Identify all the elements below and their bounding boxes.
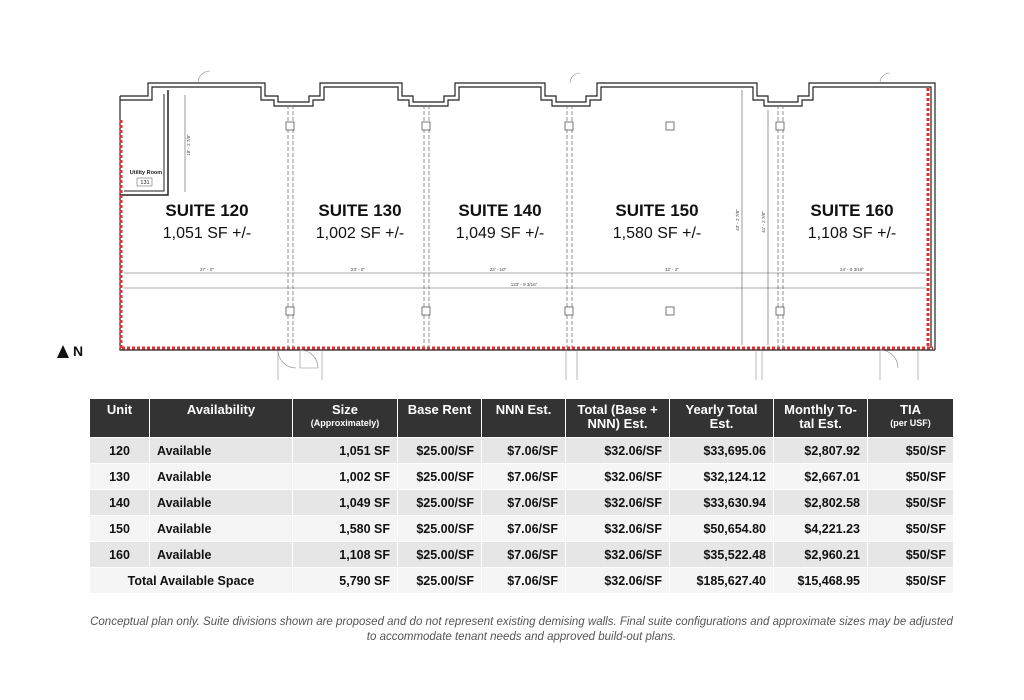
- header-nnn: NNN Est.: [482, 399, 566, 437]
- dim-suite-160: 24' - 0 3/16": [840, 267, 864, 272]
- cell-availability: Available: [150, 437, 293, 463]
- dim-depth-a: 43' - 2 7/8": [735, 209, 740, 231]
- cell-nnn: $7.06/SF: [482, 489, 566, 515]
- suite-120-title: SUITE 120: [165, 201, 249, 220]
- north-label: N: [73, 343, 84, 359]
- cell-unit: 130: [90, 463, 150, 489]
- cell-unit: 160: [90, 541, 150, 567]
- table-total-row: [90, 567, 953, 593]
- cell-total-label: Total Available Space: [90, 567, 293, 593]
- dim-depth-left: 18' - 2 7/8": [186, 134, 191, 156]
- dim-depth-b: 41' - 2 7/8": [761, 211, 766, 233]
- suite-130-title: SUITE 130: [318, 201, 402, 220]
- dim-suite-130: 23' - 0": [351, 267, 365, 272]
- cell-size: 5,790 SF: [293, 567, 398, 593]
- suite-140-title: SUITE 140: [458, 201, 542, 220]
- cell-availability: Available: [150, 463, 293, 489]
- cell-size: 1,580 SF: [293, 515, 398, 541]
- cell-base-rent: $25.00/SF: [398, 515, 482, 541]
- table-header-row: [90, 399, 953, 437]
- cell-yearly: $50,654.80: [670, 515, 774, 541]
- cell-base-rent: $25.00/SF: [398, 567, 482, 593]
- dim-overall: 133' - 9 3/16": [510, 282, 538, 287]
- cell-tia: $50/SF: [868, 515, 953, 541]
- cell-unit: 140: [90, 489, 150, 515]
- cell-base-rent: $25.00/SF: [398, 463, 482, 489]
- suite-120-sf: 1,051 SF +/-: [162, 225, 252, 242]
- suite-160-sf: 1,108 SF +/-: [807, 225, 897, 242]
- table-row: [90, 489, 953, 515]
- header-availability: Availability: [150, 399, 293, 437]
- suite-160-title: SUITE 160: [810, 201, 894, 220]
- cell-monthly: $2,960.21: [774, 541, 868, 567]
- cell-base-rent: $25.00/SF: [398, 541, 482, 567]
- dim-suite-150: 32' - 2": [665, 267, 679, 272]
- cell-availability: Available: [150, 515, 293, 541]
- cell-nnn: $7.06/SF: [482, 463, 566, 489]
- cell-monthly: $15,468.95: [774, 567, 868, 593]
- floor-plan: [0, 60, 1024, 390]
- cell-total: $32.06/SF: [566, 437, 670, 463]
- cell-monthly: $2,667.01: [774, 463, 868, 489]
- suite-150-title: SUITE 150: [615, 201, 699, 220]
- cell-availability: Available: [150, 541, 293, 567]
- cell-nnn: $7.06/SF: [482, 437, 566, 463]
- table-row: [90, 463, 953, 489]
- utility-room-label: Utility Room: [129, 170, 163, 176]
- cell-size: 1,108 SF: [293, 541, 398, 567]
- cell-unit: 120: [90, 437, 150, 463]
- cell-tia: $50/SF: [868, 463, 953, 489]
- availability-table: [90, 399, 953, 593]
- table-row: [90, 541, 953, 567]
- cell-monthly: $4,221.23: [774, 515, 868, 541]
- cell-nnn: $7.06/SF: [482, 567, 566, 593]
- cell-availability: Available: [150, 489, 293, 515]
- cell-total: $32.06/SF: [566, 515, 670, 541]
- cell-total: $32.06/SF: [566, 489, 670, 515]
- suite-150-sf: 1,580 SF +/-: [612, 225, 702, 242]
- cell-tia: $50/SF: [868, 567, 953, 593]
- utility-room-number: 131: [140, 180, 150, 186]
- cell-tia: $50/SF: [868, 541, 953, 567]
- cell-yearly: $33,630.94: [670, 489, 774, 515]
- header-tia: TIA (per USF): [868, 399, 953, 437]
- cell-monthly: $2,807.92: [774, 437, 868, 463]
- cell-nnn: $7.06/SF: [482, 541, 566, 567]
- cell-base-rent: $25.00/SF: [398, 437, 482, 463]
- north-arrow-icon: [57, 345, 69, 358]
- header-size: Size (Approximately): [293, 399, 398, 437]
- header-monthly: Monthly To-tal Est.: [774, 399, 868, 437]
- cell-yearly: $33,695.06: [670, 437, 774, 463]
- table-row: [90, 515, 953, 541]
- cell-size: 1,002 SF: [293, 463, 398, 489]
- cell-total: $32.06/SF: [566, 541, 670, 567]
- cell-base-rent: $25.00/SF: [398, 489, 482, 515]
- cell-total: $32.06/SF: [566, 567, 670, 593]
- suite-130-sf: 1,002 SF +/-: [315, 225, 405, 242]
- cell-total: $32.06/SF: [566, 463, 670, 489]
- cell-yearly: $32,124.12: [670, 463, 774, 489]
- cell-size: 1,049 SF: [293, 489, 398, 515]
- cell-tia: $50/SF: [868, 489, 953, 515]
- dim-suite-120: 27' - 0": [200, 267, 214, 272]
- cell-yearly: $35,522.48: [670, 541, 774, 567]
- dim-suite-140: 23' - 10": [489, 267, 507, 272]
- cell-nnn: $7.06/SF: [482, 515, 566, 541]
- cell-unit: 150: [90, 515, 150, 541]
- north-indicator: [57, 343, 83, 359]
- header-total: Total (Base + NNN) Est.: [566, 399, 670, 437]
- cell-yearly: $185,627.40: [670, 567, 774, 593]
- cell-size: 1,051 SF: [293, 437, 398, 463]
- cell-monthly: $2,802.58: [774, 489, 868, 515]
- disclaimer-note: Conceptual plan only. Suite divisions shown are proposed and do not represent existing demising walls. Final suite configurations and approximate sizes may be adjusted to accommodate tenant needs and approved build-out plans.: [90, 615, 953, 643]
- suite-140-sf: 1,049 SF +/-: [455, 225, 545, 242]
- table-row: [90, 437, 953, 463]
- header-unit: Unit: [90, 399, 150, 437]
- header-base-rent: Base Rent: [398, 399, 482, 437]
- header-yearly: Yearly Total Est.: [670, 399, 774, 437]
- cell-tia: $50/SF: [868, 437, 953, 463]
